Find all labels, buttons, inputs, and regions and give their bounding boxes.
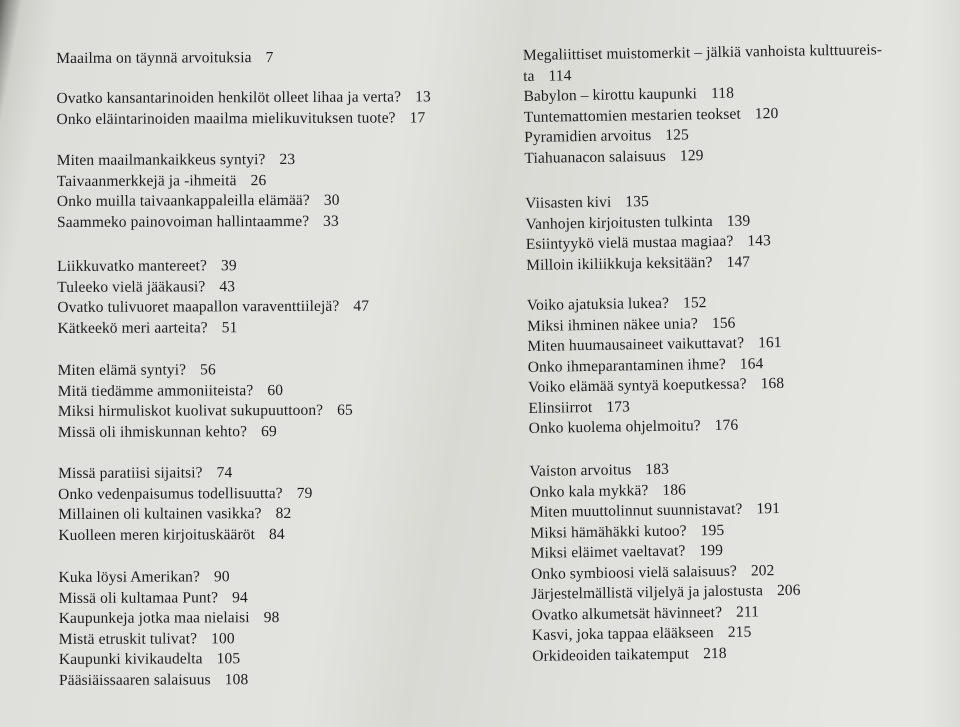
toc-entry-title: Missä oli kultamaa Punt? (58, 588, 219, 607)
toc-entry-title: Vaiston arvoitus (529, 461, 632, 480)
toc-entry-page: 65 (337, 401, 353, 419)
toc-entry-page: 51 (221, 318, 238, 336)
toc-entry-page: 82 (275, 504, 292, 523)
toc-entry-page: 152 (682, 294, 707, 312)
toc-entry (58, 483, 312, 505)
toc-entry-title: Taivaanmerkkejä ja -ihmeitä (56, 171, 237, 190)
toc-entry-title: Onko kala mykkä? (529, 481, 649, 501)
toc-group (57, 150, 340, 233)
toc-entry-title: Millainen oli kultainen vasikka? (58, 505, 262, 523)
toc-entry-title: Miksi eläimet vaeltavat? (530, 542, 686, 562)
toc-group (58, 360, 353, 443)
toc-entry-title-cont: ta (523, 67, 535, 85)
toc-entry-page: 186 (662, 480, 687, 499)
toc-entry-title: Pääsiäissaaren salaisuus (58, 670, 211, 689)
toc-entry-title: Onko kuolema ohjelmoitu? (528, 417, 701, 437)
toc-entry-page: 33 (323, 212, 339, 230)
toc-entry (58, 360, 353, 382)
toc-entry-page: 120 (754, 104, 779, 122)
toc-entry-page: 94 (232, 588, 248, 606)
toc-entry-page: 74 (216, 464, 233, 482)
toc-entry (524, 143, 884, 169)
toc-entry (59, 629, 280, 650)
toc-entry-page: 17 (409, 108, 426, 126)
toc-entry-title: Ovatko kansantarinoiden henkilöt olleet lihaa ja verta? (56, 88, 402, 107)
toc-entry-title: Onko muilla taivaankappaleilla elämää? (56, 191, 310, 210)
toc-entry-page: 215 (727, 623, 752, 641)
toc-entry-title: Miten elämä syntyi? (57, 361, 187, 379)
toc-entry-page: 143 (747, 232, 772, 250)
toc-entry-title: Tuleeko vielä jääkausi? (57, 277, 206, 296)
toc-entry-title: Miksi ihminen näkee unia? (526, 314, 699, 335)
toc-entry-page: 164 (739, 354, 764, 373)
toc-entry-page: 139 (726, 211, 751, 230)
toc-entry (57, 276, 369, 298)
page-edge-shadow (920, 0, 960, 727)
toc-entry (59, 608, 280, 629)
toc-entry-title: Tiahuanacon salaisuus (524, 147, 667, 167)
toc-entry (58, 504, 312, 526)
toc-entry-title: Onko ihmeparantaminen ihme? (527, 355, 726, 376)
toc-entry (57, 297, 369, 319)
toc-entry-page: 125 (665, 126, 690, 144)
toc-group (527, 292, 785, 440)
toc-group (525, 190, 771, 276)
toc-entry-title: Onko symbioosi vielä salaisuus? (530, 562, 737, 583)
toc-entry-title: Viisasten kivi (525, 193, 612, 212)
toc-group (58, 567, 279, 691)
toc-entry (58, 567, 279, 588)
toc-group (56, 48, 273, 69)
toc-entry-page: 135 (625, 193, 650, 211)
toc-entry (57, 191, 340, 213)
toc-entry-title: Megaliittiset muistomerkit – jälkiä vanhoista kulttuureis- (522, 41, 883, 64)
toc-entry-title: Onko eläintarinoiden maailma mielikuvituksen tuote? (56, 109, 396, 128)
toc-entry-title: Missä oli ihmiskunnan kehto? (57, 422, 248, 441)
toc-entry-page: 191 (756, 500, 781, 518)
toc-entry-page: 26 (250, 171, 267, 189)
toc-entry-title: Elinsiirrot (528, 398, 593, 417)
toc-entry (59, 588, 280, 609)
toc-entry (529, 415, 785, 440)
toc-group (57, 256, 369, 339)
toc-entry-title: Ovatko tulivuoret maapallon varaventtiilejä? (57, 297, 340, 316)
toc-entry-page: 114 (548, 66, 572, 85)
toc-entry (58, 380, 353, 402)
toc-entry-page: 161 (757, 333, 782, 352)
toc-entry-title: Kuolleen meren kirjoituskääröt (58, 525, 256, 544)
toc-entry-page: 176 (714, 416, 739, 435)
toc-entry-page: 69 (261, 422, 277, 440)
toc-entry-title: Onko vedenpaisumus todellisuutta? (58, 484, 283, 503)
toc-entry-title: Missä paratiisi sijaitsi? (58, 464, 203, 482)
toc-entry-page: 79 (296, 484, 313, 502)
toc-entry (56, 87, 430, 109)
toc-entry-page: 108 (224, 670, 249, 688)
toc-entry (59, 670, 280, 691)
toc-entry-title: Vanhojen kirjoitusten tulkinta (525, 212, 713, 233)
toc-group (56, 87, 431, 130)
toc-entry-page: 43 (219, 277, 236, 295)
toc-entry-title: Kuka löysi Amerikan? (58, 568, 201, 586)
toc-group (58, 463, 313, 546)
toc-entry-page: 98 (263, 609, 280, 627)
toc-entry-page: 168 (760, 374, 785, 393)
toc-entry-page: 84 (268, 525, 285, 543)
toc-entry-page: 156 (711, 314, 736, 332)
toc-entry-page: 39 (220, 257, 237, 275)
toc-entry-page: 13 (415, 88, 431, 106)
toc-entry-title: Miten huumausaineet vaikuttavat? (527, 334, 745, 355)
toc-entry (57, 211, 340, 233)
toc-entry-title: Orkideoiden taikatemput (532, 644, 690, 665)
toc-entry (58, 463, 312, 485)
toc-entry-title: Milloin ikiliikkuja keksitään? (526, 253, 713, 274)
toc-entry-title: Järjestelmällistä viljelyä ja jalostusta (531, 582, 764, 603)
toc-entry-page: 118 (710, 84, 735, 103)
toc-entry-page: 173 (606, 397, 631, 416)
toc-entry-title: Miksi hämähäkki kutoo? (530, 521, 687, 542)
toc-entry-page: 129 (679, 146, 704, 165)
toc-entry-page: 30 (323, 191, 340, 209)
toc-entry-title: Kaupunki kivikaudelta (58, 650, 203, 668)
toc-entry-title: Kätkeekö meri aarteita? (57, 318, 208, 337)
toc-entry (57, 256, 369, 278)
toc-entry-page: 202 (750, 561, 775, 579)
toc-entry (526, 252, 771, 276)
toc-entry (57, 150, 340, 172)
toc-entry-page: 183 (645, 460, 670, 479)
toc-entry (59, 649, 280, 670)
toc-entry-page: 147 (726, 252, 751, 271)
toc-entry-page: 7 (265, 49, 274, 67)
toc-entry-page: 23 (279, 150, 296, 169)
toc-entry-page: 211 (735, 602, 760, 621)
toc-group (523, 40, 884, 169)
toc-entry (57, 170, 340, 192)
toc-entry-page: 199 (699, 541, 724, 560)
toc-entry (56, 108, 430, 130)
toc-entry-page: 60 (267, 381, 284, 399)
toc-entry-title: Voiko ajatuksia lukea? (526, 294, 670, 314)
toc-entry-title: Mitä tiedämme ammoniiteista? (57, 381, 254, 400)
toc-entry-title: Mistä etruskit tulivat? (58, 629, 198, 648)
toc-entry-title: Kasvi, joka tappaa elääkseen (531, 624, 714, 644)
toc-entry-title: Ovatko alkumetsät hävinneet? (531, 603, 723, 624)
toc-entry (56, 48, 273, 69)
toc-entry-title: Babylon – kirottu kaupunki (523, 85, 698, 105)
toc-entry (58, 401, 353, 423)
toc-entry-title: Pyramidien arvoitus (524, 126, 652, 146)
toc-entry-page: 47 (353, 297, 370, 315)
toc-entry-page: 218 (702, 644, 727, 662)
toc-entry-title: Liikkuvatko mantereet? (57, 257, 208, 275)
toc-entry-page: 90 (213, 568, 230, 586)
toc-entry (532, 642, 802, 667)
toc-entry-page: 56 (200, 361, 216, 379)
toc-entry-page: 105 (216, 650, 241, 668)
toc-entry-title: Voiko elämää syntyä koeputkessa? (527, 375, 747, 396)
toc-entry-title: Saammeko painovoiman hallintaamme? (56, 212, 310, 231)
toc-entry-title: Maailma on täynnä arvoituksia (56, 49, 252, 67)
toc-entry-page: 100 (211, 629, 235, 647)
toc-entry (57, 317, 369, 339)
toc-entry-title: Miksi hirmuliskot kuolivat sukupuuttoon? (57, 401, 324, 420)
toc-entry-title: Esiintyykö vielä mustaa magiaa? (525, 232, 734, 253)
toc-entry-title: Tuntemattomien mestarien teokset (523, 105, 741, 126)
toc-entry-title: Miten maailmankaikkeus syntyi? (56, 151, 266, 169)
toc-entry (58, 524, 312, 546)
toc-group (529, 458, 801, 667)
toc-entry-page: 206 (776, 581, 801, 600)
toc-entry-page: 195 (700, 521, 725, 539)
toc-entry-title: Kaupunkeja jotka maa nielaisi (58, 609, 250, 627)
toc-entry (58, 421, 353, 443)
toc-entry-title: Miten muuttolinnut suunnistavat? (529, 500, 743, 521)
